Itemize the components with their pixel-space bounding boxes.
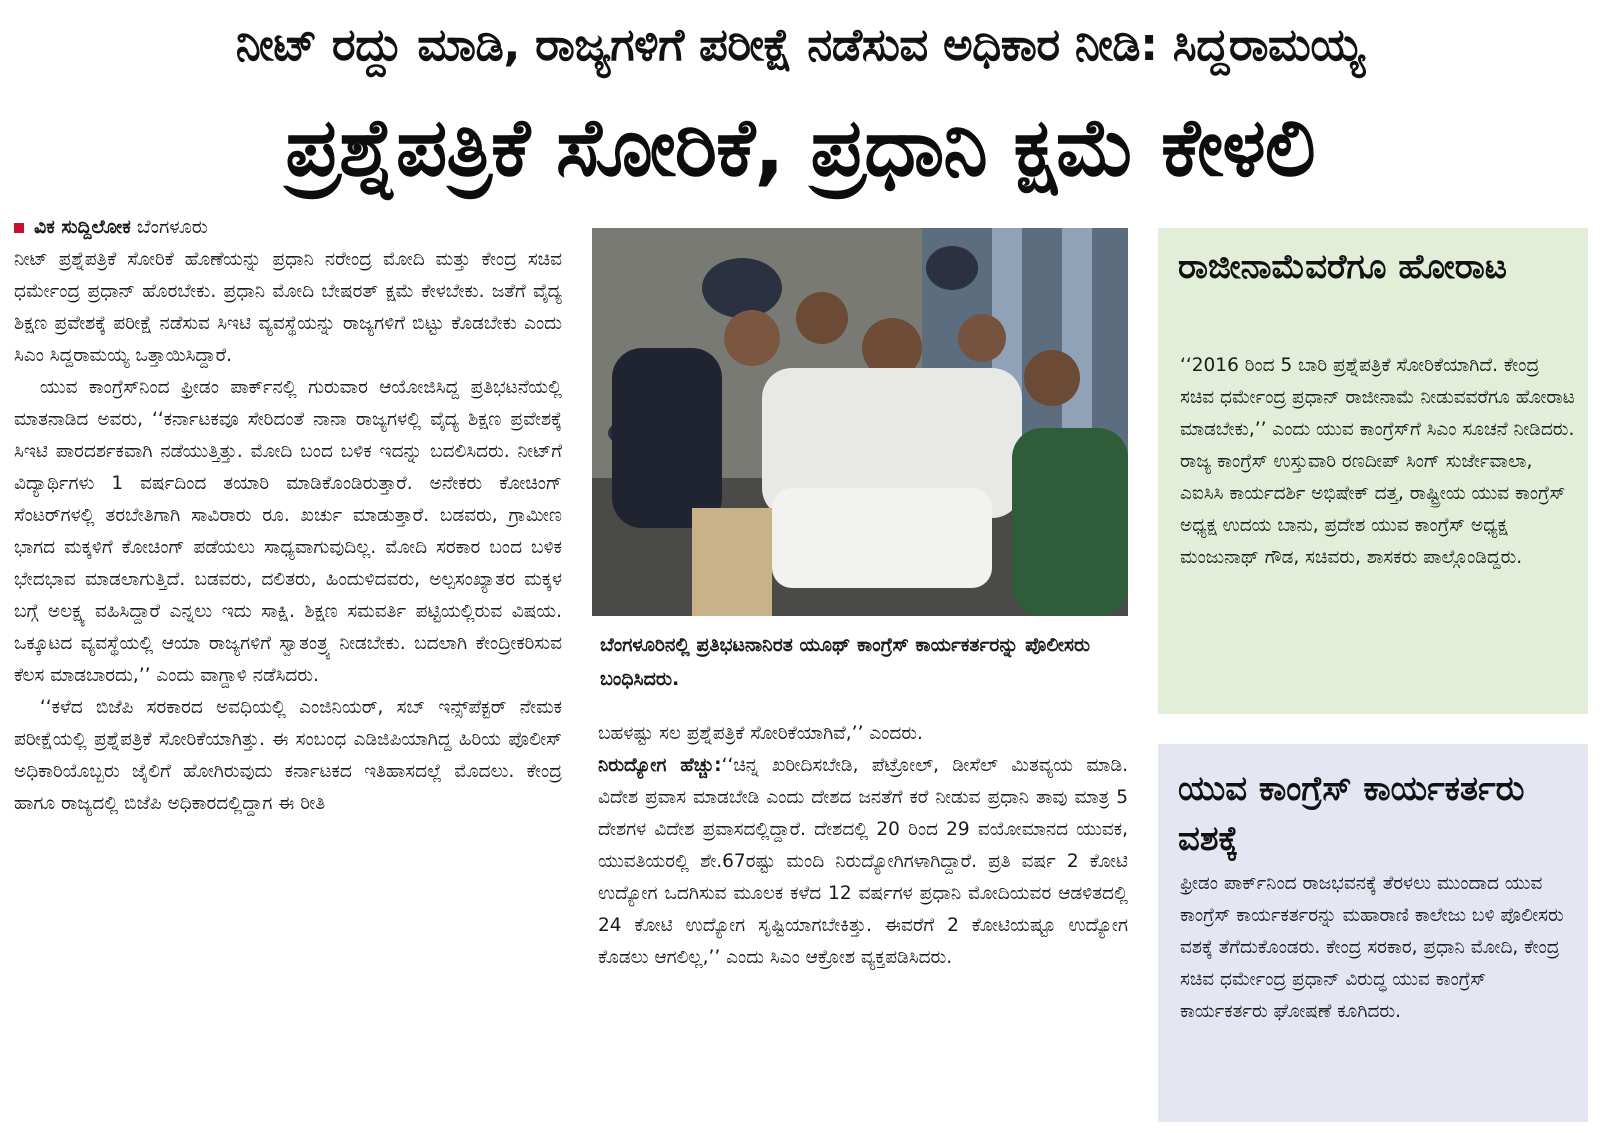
paragraph: ನೀಟ್‌ ಪ್ರಶ್ನೆಪತ್ರಿಕೆ ಸೋರಿಕೆ ಹೊಣೆಯನ್ನು ಪ್ರಧಾನಿ ನರೇಂದ್ರ ಮೋದಿ ಮತ್ತು ಕೇಂದ್ರ ಸಚಿವ ಧರ್ಮೇಂದ್ರ ಪ್ರಧಾನ್‌ ಹೊರಬೇಕು. ಪ್ರಧಾನಿ ಮೋದಿ ಬೇಷರತ್‌ ಕ್ಷಮೆ ಕೇಳಬೇಕು. ಜತೆಗೆ ವೈದ್ಯ ಶಿಕ್ಷಣ ಪ್ರವೇಶಕ್ಕೆ ಪರೀಕ್ಷೆ ನಡೆಸುವ ಸಿಇಟಿ ವ್ಯವಸ್ಥೆಯನ್ನು ರಾಜ್ಯಗಳಿಗೆ ಬಿಟ್ಟು ಕೊಡಬೇಕು ಎಂದು ಸಿಎಂ ಸಿದ್ದರಾಮಯ್ಯ ಒತ್ತಾಯಿಸಿದ್ದಾರೆ. — [14, 249, 562, 366]
article-column-2 — [598, 718, 1128, 974]
subhead: ನಿರುದ್ಯೋಗ ಹೆಚ್ಚು: — [598, 755, 722, 776]
byline-marker-icon — [14, 223, 24, 233]
paragraph — [598, 750, 1128, 974]
protest-photo-illustration — [592, 228, 1128, 616]
paragraph: ಬಹಳಷ್ಟು ಸಲ ಪ್ರಶ್ನೆಪತ್ರಿಕೆ ಸೋರಿಕೆಯಾಗಿವೆ,’’ ಎಂದರು. — [598, 723, 923, 744]
box-text: ‘‘2016 ರಿಂದ 5 ಬಾರಿ ಪ್ರಶ್ನೆಪತ್ರಿಕೆ ಸೋರಿಕೆಯಾಗಿದೆ. ಕೇಂದ್ರ ಸಚಿವ ಧರ್ಮೇಂದ್ರ ಪ್ರಧಾನ್‌ ರಾಜೀನಾಮೆ ನೀಡುವವರೆಗೂ ಹೋರಾಟ ಮಾಡಬೇಕು,’’ ಎಂದು ಯುವ ಕಾಂಗ್ರೆಸ್‌ಗೆ ಸಿಎಂ ಸೂಚನೆ ನೀಡಿದರು. ರಾಜ್ಯ ಕಾಂಗ್ರೆಸ್‌ ಉಸ್ತುವಾರಿ ರಣದೀಪ್‌ ಸಿಂಗ್‌ ಸುರ್ಜೇವಾಲಾ, ಎಐಸಿಸಿ ಕಾರ್ಯದರ್ಶಿ ಅಭಿಷೇಕ್‌ ದತ್ತ, ರಾಷ್ಟ್ರೀಯ ಯುವ ಕಾಂಗ್ರೆಸ್‌ ಅಧ್ಯಕ್ಷ ಉದಯ ಬಾನು, ಪ್ರದೇಶ ಯುವ ಕಾಂಗ್ರೆಸ್‌ ಅಧ್ಯಕ್ಷ ಮಂಜುನಾಥ್‌ ಗೌಡ, ಸಚಿವರು, ಶಾಸಕರು ಪಾಲ್ಗೊಂಡಿದ್ದರು. — [1180, 355, 1575, 568]
sidebar-box-detained — [1158, 744, 1588, 1122]
paragraph-body: ‘‘ಚಿನ್ನ ಖರೀದಿಸಬೇಡಿ, ಪೆಟ್ರೋಲ್‌, ಡೀಸೆಲ್‌ ಮಿತವ್ಯಯ ಮಾಡಿ. ವಿದೇಶ ಪ್ರವಾಸ ಮಾಡಬೇಡಿ ಎಂದು ದೇಶದ ಜನತೆಗೆ ಕರೆ ನೀಡುವ ಪ್ರಧಾನಿ ತಾವು ಮಾತ್ರ 5 ದೇಶಗಳ ವಿದೇಶ ಪ್ರವಾಸದಲ್ಲಿದ್ದಾರೆ. ದೇಶದಲ್ಲಿ 20 ರಿಂದ 29 ವಯೋಮಾನದ ಯುವಕ, ಯುವತಿಯರಲ್ಲಿ ಶೇ.67ರಷ್ಟು ಮಂದಿ ನಿರುದ್ಯೋಗಿಗಳಾಗಿದ್ದಾರೆ. ಪ್ರತಿ ವರ್ಷ 2 ಕೋಟಿ ಉದ್ಯೋಗ ಒದಗಿಸುವ ಮೂಲಕ ಕಳೆದ 12 ವರ್ಷಗಳ ಪ್ರಧಾನಿ ಮೋದಿಯವರ ಆಡಳಿತದಲ್ಲಿ 24 ಕೋಟಿ ಉದ್ಯೋಗ ಸೃಷ್ಟಿಯಾಗಬೇಕಿತ್ತು. ಈವರೆಗೆ 2 ಕೋಟಿಯಷ್ಟೂ ಉದ್ಯೋಗ ಕೊಡಲು ಆಗಲಿಲ್ಲ,’’ ಎಂದು ಸಿಎಂ ಆಕ್ರೋಶ ವ್ಯಕ್ತಪಡಿಸಿದರು. — [598, 755, 1128, 968]
box-text: ಫ್ರೀಡಂ ಪಾರ್ಕ್‌ನಿಂದ ರಾಜಭವನಕ್ಕೆ ತೆರಳಲು ಮುಂದಾದ ಯುವ ಕಾಂಗ್ರೆಸ್‌ ಕಾರ್ಯಕರ್ತರನ್ನು ಮಹಾರಾಣಿ ಕಾಲೇಜು ಬಳಿ ಪೊಲೀಸರು ವಶಕ್ಕೆ ತೆಗೆದುಕೊಂಡರು. ಕೇಂದ್ರ ಸರಕಾರ, ಪ್ರಧಾನಿ ಮೋದಿ, ಕೇಂದ್ರ ಸಚಿವ ಧರ್ಮೇಂದ್ರ ಪ್ರಧಾನ್‌ ವಿರುದ್ಧ ಯುವ ಕಾಂಗ್ರೆಸ್‌ ಕಾರ್ಯಕರ್ತರು ಘೋಷಣೆ ಕೂಗಿದರು. — [1180, 873, 1564, 1022]
byline — [14, 212, 208, 242]
article-column-1 — [14, 244, 562, 820]
photo-caption: ಬೆಂಗಳೂರಿನಲ್ಲಿ ಪ್ರತಿಭಟನಾನಿರತ ಯೂಥ್‌ ಕಾಂಗ್ರೆಸ್‌ ಕಾರ್ಯಕರ್ತರನ್ನು ಪೊಲೀಸರು ಬಂಧಿಸಿದರು. — [600, 634, 1091, 690]
box-title: ಯುವ ಕಾಂಗ್ರೆಸ್‌ ಕಾರ್ಯಕರ್ತರು ವಶಕ್ಕೆ — [1178, 769, 1525, 859]
byline-source: ವಿಕ ಸುದ್ದಿಲೋಕ — [34, 216, 131, 238]
paragraph: ಯುವ ಕಾಂಗ್ರೆಸ್‌ನಿಂದ ಫ್ರೀಡಂ ಪಾರ್ಕ್‌ನಲ್ಲಿ ಗುರುವಾರ ಆಯೋಜಿಸಿದ್ದ ಪ್ರತಿಭಟನೆಯಲ್ಲಿ ಮಾತನಾಡಿದ ಅವರು, ‘‘ಕರ್ನಾಟಕವೂ ಸೇರಿದಂತೆ ನಾನಾ ರಾಜ್ಯಗಳಲ್ಲಿ ವೈದ್ಯ ಶಿಕ್ಷಣ ಪ್ರವೇಶಕ್ಕೆ ಸಿಇಟಿ ಪಾರದರ್ಶಕವಾಗಿ ನಡೆಯುತ್ತಿತ್ತು. ಮೋದಿ ಬಂದ ಬಳಿಕ ಇದನ್ನು ಬದಲಿಸಿದರು. ನೀಟ್‌ಗೆ ವಿದ್ಯಾರ್ಥಿಗಳು 1 ವರ್ಷದಿಂದ ತಯಾರಿ ಮಾಡಿಕೊಂಡಿರುತ್ತಾರೆ. ಅನೇಕರು ಕೋಚಿಂಗ್‌ ಸೆಂಟರ್‌ಗಳಲ್ಲಿ ತರಬೇತಿಗಾಗಿ ಸಾವಿರಾರು ರೂ. ಖರ್ಚು ಮಾಡುತ್ತಾರೆ. ಬಡವರು, ಗ್ರಾಮೀಣ ಭಾಗದ ಮಕ್ಕಳಿಗೆ ಕೋಚಿಂಗ್‌ ಪಡೆಯಲು ಸಾಧ್ಯವಾಗುವುದಿಲ್ಲ. ಮೋದಿ ಸರಕಾರ ಬಂದ ಬಳಿಕ ಭೇದಭಾವ ಮಾಡಲಾಗುತ್ತಿದೆ. ಬಡವರು, ದಲಿತರು, ಹಿಂದುಳಿದವರು, ಅಲ್ಪಸಂಖ್ಯಾತರ ಮಕ್ಕಳ ಬಗ್ಗೆ ಅಲಕ್ಷ್ಯ ವಹಿಸಿದ್ದಾರೆ ಎನ್ನಲು ಇದು ಸಾಕ್ಷಿ. ಶಿಕ್ಷಣ ಸಮವರ್ತಿ ಪಟ್ಟಿಯಲ್ಲಿರುವ ವಿಷಯ. ಒಕ್ಕೂಟದ ವ್ಯವಸ್ಥೆಯಲ್ಲಿ ಆಯಾ ರಾಜ್ಯಗಳಿಗೆ ಸ್ವಾತಂತ್ರ್ಯ ನೀಡಬೇಕು. ಬದಲಾಗಿ ಕೇಂದ್ರೀಕರಿಸುವ ಕೆಲಸ ಮಾಡಬಾರದು,’’ ಎಂದು ವಾಗ್ದಾಳಿ ನಡೆಸಿದರು. — [14, 377, 562, 686]
main-headline: ಪ್ರಶ್ನೆಪತ್ರಿಕೆ ಸೋರಿಕೆ, ಪ್ರಧಾನಿ ಕ್ಷಮೆ ಕೇಳಲಿ — [285, 101, 1315, 194]
box-title: ರಾಜೀನಾಮೆವರೆಗೂ ಹೋರಾಟ — [1178, 247, 1507, 287]
sidebar-box-resignation — [1158, 228, 1588, 714]
news-photo — [592, 228, 1128, 616]
kicker-headline: ನೀಟ್‌ ರದ್ದು ಮಾಡಿ, ರಾಜ್ಯಗಳಿಗೆ ಪರೀಕ್ಷೆ ನಡೆಸುವ ಅಧಿಕಾರ ನೀಡಿ: ಸಿದ್ದರಾಮಯ್ಯ — [235, 18, 1365, 71]
byline-place: ಬೆಂಗಳೂರು — [136, 216, 208, 238]
paragraph: ‘‘ಕಳೆದ ಬಿಜೆಪಿ ಸರಕಾರದ ಅವಧಿಯಲ್ಲಿ ಎಂಜಿನಿಯರ್‌, ಸಬ್‌ ಇನ್ಸ್‌ಪೆಕ್ಟರ್‌ ನೇಮಕ ಪರೀಕ್ಷೆಯಲ್ಲಿ ಪ್ರಶ್ನೆಪತ್ರಿಕೆ ಸೋರಿಕೆಯಾಗಿತ್ತು. ಈ ಸಂಬಂಧ ಎಡಿಜಿಪಿಯಾಗಿದ್ದ ಹಿರಿಯ ಪೊಲೀಸ್‌ ಅಧಿಕಾರಿಯೊಬ್ಬರು ಜೈಲಿಗೆ ಹೋಗಿರುವುದು ಕರ್ನಾಟಕದ ಇತಿಹಾಸದಲ್ಲೆ ಮೊದಲು. ಕೇಂದ್ರ ಹಾಗೂ ರಾಜ್ಯದಲ್ಲಿ ಬಿಜೆಪಿ ಅಧಿಕಾರದಲ್ಲಿದ್ದಾಗ ಈ ರೀತಿ — [14, 697, 562, 814]
